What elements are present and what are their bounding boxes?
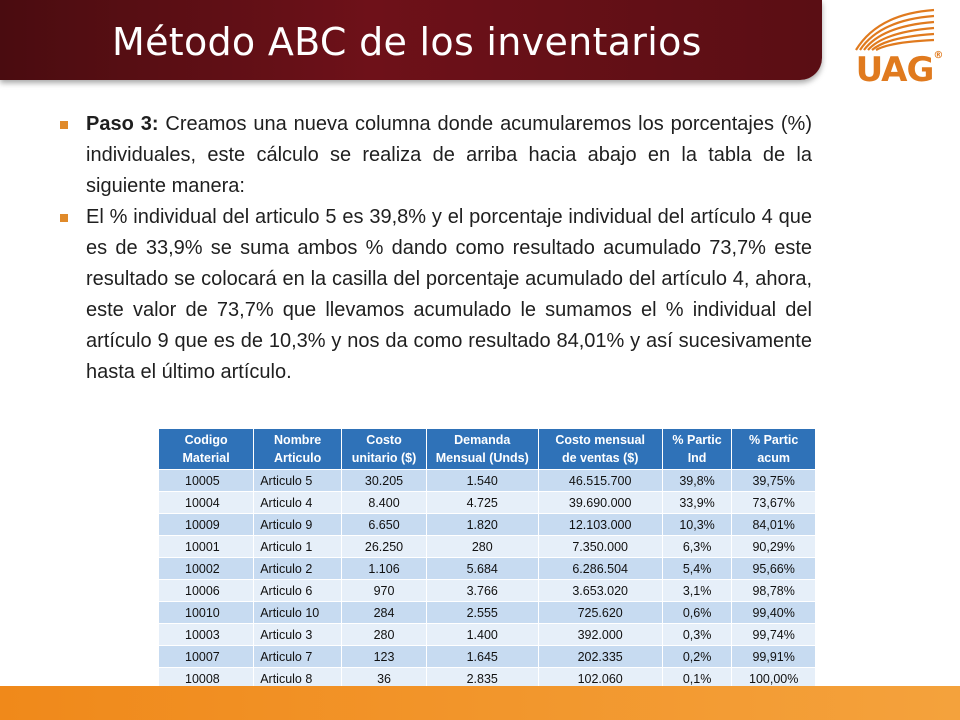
table-cell: Articulo 4 (254, 492, 342, 514)
table-header-cell (538, 429, 662, 470)
table-header-line: acum (757, 451, 790, 465)
table-header-line: Costo mensual (555, 433, 645, 447)
table-cell: 95,66% (732, 558, 816, 580)
table-cell: 10010 (159, 602, 254, 624)
table-cell: 10,3% (662, 514, 732, 536)
table-cell: 1.820 (426, 514, 538, 536)
table-cell: 4.725 (426, 492, 538, 514)
table-cell: 39,8% (662, 470, 732, 492)
table-cell: 6,3% (662, 536, 732, 558)
table-cell: 0,1% (662, 668, 732, 690)
table-cell: 725.620 (538, 602, 662, 624)
table-cell: 6.286.504 (538, 558, 662, 580)
table-cell: 0,3% (662, 624, 732, 646)
table-cell: 39.690.000 (538, 492, 662, 514)
table-header-line: Ind (687, 451, 707, 465)
bottom-accent-bar (0, 686, 960, 720)
table-row (159, 646, 816, 668)
table-cell: 1.400 (426, 624, 538, 646)
table-cell: 5,4% (662, 558, 732, 580)
table-cell: Articulo 2 (254, 558, 342, 580)
table-cell: 99,40% (732, 602, 816, 624)
table-header-cell (662, 429, 732, 470)
slide-title: Método ABC de los inventarios (112, 20, 702, 64)
table-cell: 36 (342, 668, 427, 690)
table-cell: 102.060 (538, 668, 662, 690)
table-header-line: de ventas ($) (561, 451, 639, 465)
table-header-line: Costo (366, 433, 402, 447)
table-cell: 10002 (159, 558, 254, 580)
table-header-line: Mensual (Unds) (435, 451, 529, 465)
table-row (159, 514, 816, 536)
table-cell: 84,01% (732, 514, 816, 536)
table-cell: 2.555 (426, 602, 538, 624)
table-cell: Articulo 7 (254, 646, 342, 668)
table-cell: Articulo 8 (254, 668, 342, 690)
table-cell: 100,00% (732, 668, 816, 690)
table-row (159, 624, 816, 646)
table-cell: 3.653.020 (538, 580, 662, 602)
table-cell: 98,78% (732, 580, 816, 602)
table-cell: 33,9% (662, 492, 732, 514)
bullet-item-step3 (60, 109, 812, 202)
table-cell: 10007 (159, 646, 254, 668)
table-cell: 123 (342, 646, 427, 668)
table-cell: 10009 (159, 514, 254, 536)
table-cell: 3.766 (426, 580, 538, 602)
table-header-cell (426, 429, 538, 470)
table-cell: 280 (426, 536, 538, 558)
table-cell: 10008 (159, 668, 254, 690)
table-cell: 8.400 (342, 492, 427, 514)
uag-logo-text: UAG® (855, 50, 943, 90)
table-cell: 10004 (159, 492, 254, 514)
table-cell: 26.250 (342, 536, 427, 558)
table-cell: 73,67% (732, 492, 816, 514)
table-header-line: Demanda (454, 433, 511, 447)
table-cell: 970 (342, 580, 427, 602)
table-cell: 392.000 (538, 624, 662, 646)
table-cell: Articulo 3 (254, 624, 342, 646)
table-cell: 10005 (159, 470, 254, 492)
table-cell: 99,74% (732, 624, 816, 646)
table-header-line: % Partic (749, 433, 799, 447)
bullet-lead: Paso 3: (86, 113, 159, 135)
table-cell: 12.103.000 (538, 514, 662, 536)
table-header-line: Articulo (274, 451, 322, 465)
table-cell: 10006 (159, 580, 254, 602)
table-cell: 1.540 (426, 470, 538, 492)
bullet-text: El % individual del articulo 5 es 39,8% y el porcentaje individual del artículo 4 que es de 33,9% se suma ambos % dando como resultado acumulado 73,7% este resultado se colocará en la casilla del porcentaje acumulado del artículo 4, ahora, este valor de 73,7% que llevamos acumulado le sumamos el % individual del artículo 9 que es de 10,3% y nos da como resultado 84,01% y así sucesivamente hasta el último artículo. (86, 206, 812, 383)
table-cell: Articulo 6 (254, 580, 342, 602)
table-cell: 10003 (159, 624, 254, 646)
table-row (159, 580, 816, 602)
table-cell: 46.515.700 (538, 470, 662, 492)
table-cell: Articulo 1 (254, 536, 342, 558)
table-header-line: Nombre (274, 433, 322, 447)
table-cell: 6.650 (342, 514, 427, 536)
table-cell: 10001 (159, 536, 254, 558)
table-cell: 7.350.000 (538, 536, 662, 558)
table-cell: Articulo 9 (254, 514, 342, 536)
table-cell: 5.684 (426, 558, 538, 580)
table-cell: 39,75% (732, 470, 816, 492)
table-cell: 2.835 (426, 668, 538, 690)
table-header-line: Codigo (184, 433, 228, 447)
table-cell: 30.205 (342, 470, 427, 492)
table-cell: 284 (342, 602, 427, 624)
abc-table (158, 428, 816, 720)
table-row (159, 470, 816, 492)
table-header-line: unitario ($) (351, 451, 417, 465)
table-header-row (159, 429, 816, 470)
table-row (159, 558, 816, 580)
table-cell: 3,1% (662, 580, 732, 602)
table-cell: 1.106 (342, 558, 427, 580)
table-row (159, 536, 816, 558)
table-row (159, 492, 816, 514)
bullet-text: Creamos una nueva columna donde acumularemos los porcentajes (%) individuales, este cálculo se realiza de arriba hacia abajo en la tabla de la siguiente manera: (86, 113, 812, 197)
table-cell: 90,29% (732, 536, 816, 558)
table-cell: 202.335 (538, 646, 662, 668)
table-row (159, 602, 816, 624)
table-header-cell (159, 429, 254, 470)
table-cell: 1.645 (426, 646, 538, 668)
table-cell: 0,6% (662, 602, 732, 624)
table-cell: 99,91% (732, 646, 816, 668)
table-header-line: Material (182, 451, 230, 465)
table-cell: 0,2% (662, 646, 732, 668)
table-header-line: % Partic (672, 433, 722, 447)
table-cell: Articulo 5 (254, 470, 342, 492)
bullet-list (60, 109, 812, 388)
table-header-cell (732, 429, 816, 470)
table-header-cell (254, 429, 342, 470)
table-cell: 280 (342, 624, 427, 646)
bullet-item-explanation (60, 202, 812, 388)
table-header-cell (342, 429, 427, 470)
table-cell: Articulo 10 (254, 602, 342, 624)
